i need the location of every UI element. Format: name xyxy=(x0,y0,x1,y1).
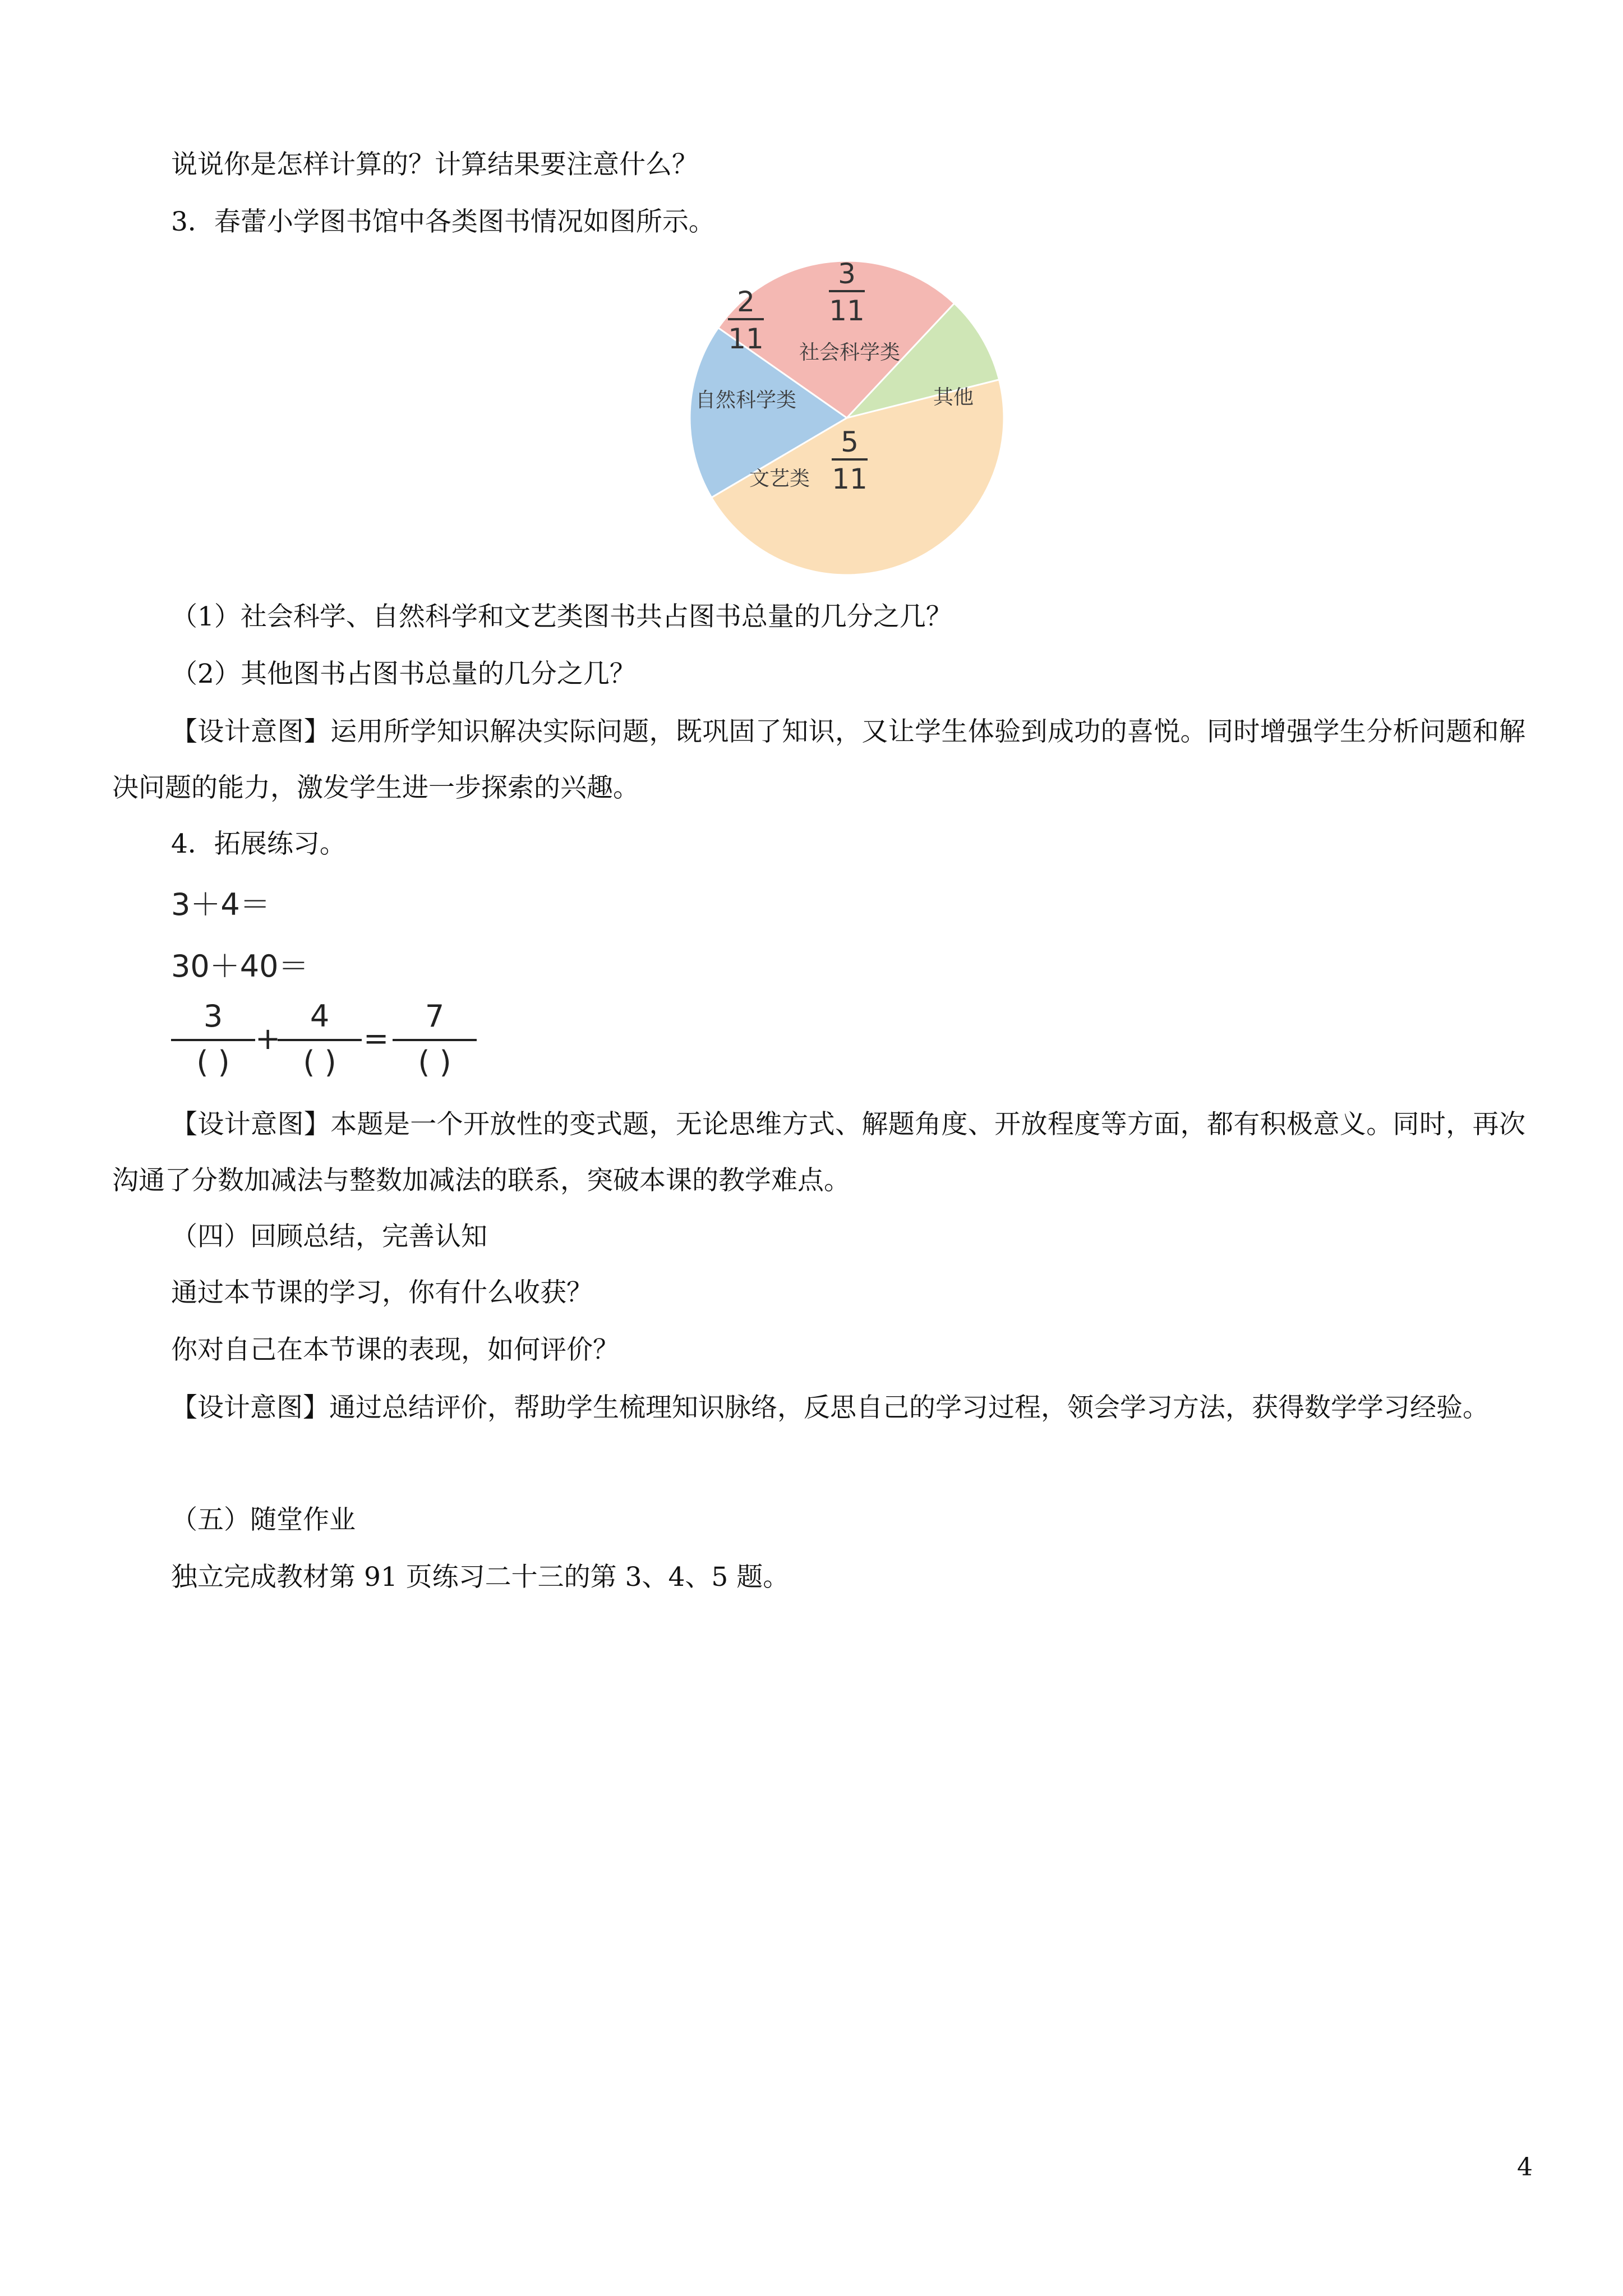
section-4-heading: （四）回顾总结，完善认知 xyxy=(171,1221,487,1252)
sub-question-1: （1）社会科学、自然科学和文艺类图书共占图书总量的几分之几？ xyxy=(171,601,952,632)
fraction-b-denominator: ( ) xyxy=(303,1045,336,1080)
fraction-c xyxy=(393,999,477,1080)
calc-question: 说说你是怎样计算的？计算结果要注意什么？ xyxy=(171,149,698,180)
pie-fraction-den-0: 11 xyxy=(829,295,865,327)
pie-label-3: 自然科学类 xyxy=(695,389,797,412)
equation-1: 3＋4＝ xyxy=(171,887,270,922)
pie-label-2: 文艺类 xyxy=(749,467,810,490)
pie-fraction-den-3: 11 xyxy=(728,323,764,355)
fraction-c-numerator: 7 xyxy=(425,999,445,1034)
page-number: 4 xyxy=(1517,2153,1533,2182)
homework-text: 独立完成教材第 91 页练习二十三的第 3、4、5 题。 xyxy=(171,1562,790,1593)
problem-4: 4．拓展练习。 xyxy=(171,829,346,859)
pie-fraction-num-3: 2 xyxy=(737,286,755,318)
fraction-a-denominator: ( ) xyxy=(196,1045,230,1080)
pie-fraction-num-2: 5 xyxy=(841,426,859,458)
equals-sign: = xyxy=(363,1021,389,1056)
fraction-b xyxy=(278,999,362,1080)
sub-question-2: （2）其他图书占图书总量的几分之几？ xyxy=(171,659,636,689)
fraction-a-numerator: 3 xyxy=(203,999,223,1034)
pie-label-0: 社会科学类 xyxy=(799,341,901,364)
problem-3: 3．春蕾小学图书馆中各类图书情况如图所示。 xyxy=(171,206,715,237)
plus-sign: + xyxy=(255,1021,281,1056)
design-intent-1: 【设计意图】运用所学知识解决实际问题，既巩固了知识，又让学生体验到成功的喜悦。同时增强学生分析问题和解决问题的能力，激发学生进一步探索的兴趣。 xyxy=(112,716,1525,803)
design-intent-2: 【设计意图】本题是一个开放性的变式题，无论思维方式、解题角度、开放程度等方面，都有积极意义。同时，再次沟通了分数加减法与整数加减法的联系，突破本课的教学难点。 xyxy=(112,1109,1525,1196)
pie-label-1: 其他 xyxy=(933,386,974,409)
fraction-a xyxy=(171,999,255,1080)
library-books-pie-chart xyxy=(679,255,1015,581)
section-5-heading: （五）随堂作业 xyxy=(171,1504,356,1535)
reflection-question-1: 通过本节课的学习，你有什么收获？ xyxy=(171,1277,593,1308)
fraction-c-denominator: ( ) xyxy=(418,1045,451,1080)
reflection-question-2: 你对自己在本节课的表现，如何评价？ xyxy=(171,1335,619,1365)
pie-fraction-den-2: 11 xyxy=(832,463,868,495)
equation-2: 30＋40＝ xyxy=(171,949,309,984)
design-intent-3: 【设计意图】通过总结评价，帮助学生梳理知识脉络，反思自己的学习过程，领会学习方法，获得数学学习经验。 xyxy=(171,1392,1489,1423)
fraction-b-numerator: 4 xyxy=(310,999,330,1034)
pie-fraction-num-0: 3 xyxy=(838,257,856,290)
